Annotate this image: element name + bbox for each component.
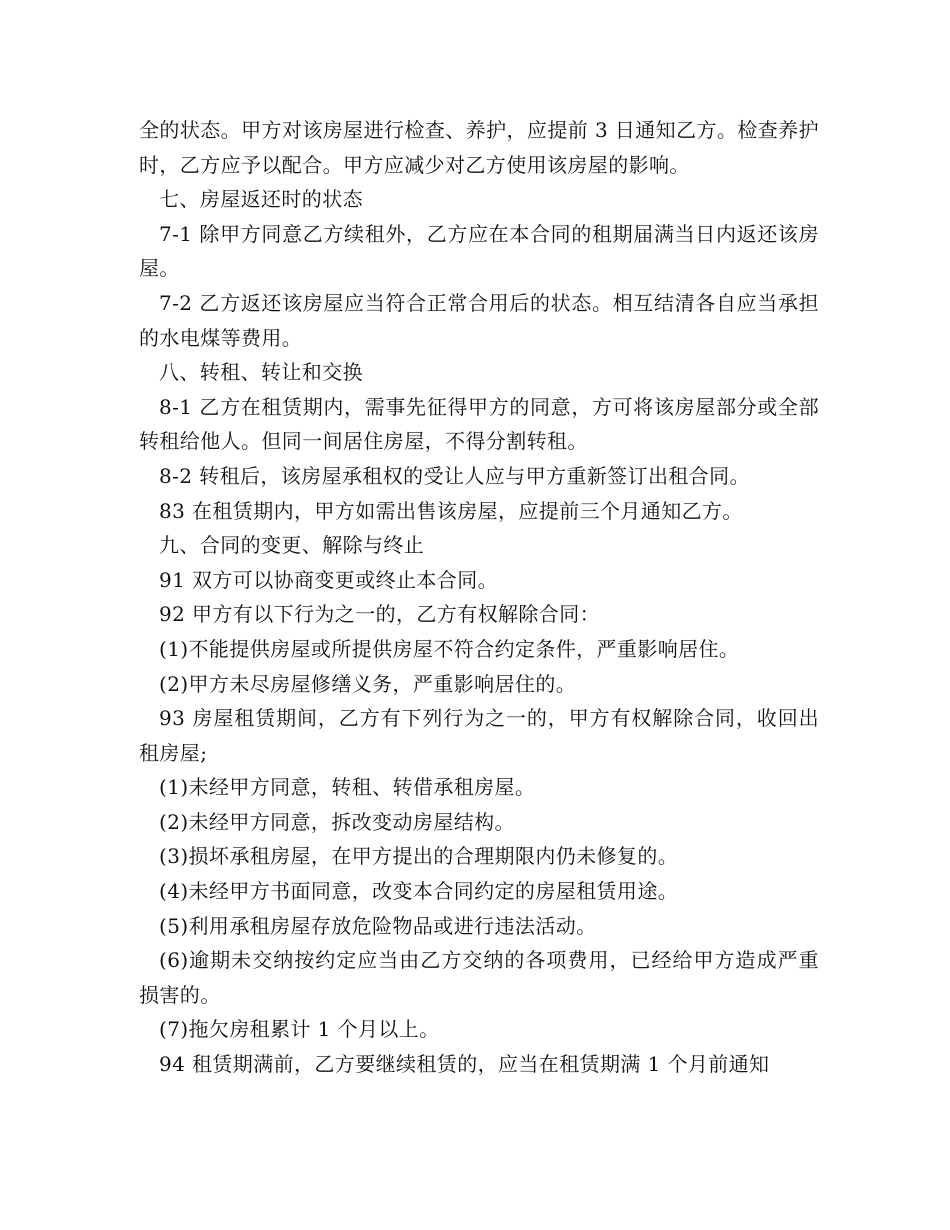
document-body — [139, 113, 819, 1082]
clause-9-2: 92 甲方有以下行为之一的，乙方有权解除合同： — [159, 602, 601, 627]
clause-7-2: 7-2 乙方返还该房屋应当符合正常合用后的状态。相互结清各自应当承担的水电煤等费用。 — [139, 290, 819, 350]
section-heading-7: 七、房屋返还时的状态 — [159, 187, 363, 212]
clause-9-3: 93 房屋租赁期间，乙方有下列行为之一的，甲方有权解除合同，收回出租房屋; — [139, 706, 819, 765]
paragraph-continuation: 全的状态。甲方对该房屋进行检查、养护，应提前 3 日通知乙方。检查养护时，乙方应予以配合。甲方应减少对乙方使用该房屋的影响。 — [139, 118, 819, 177]
clause-8-3: 83 在租赁期内，甲方如需出售该房屋，应提前三个月通知乙方。 — [159, 498, 743, 523]
clause-7-1: 7-1 除甲方同意乙方续租外，乙方应在本合同的租期届满当日内返还该房屋。 — [139, 221, 819, 281]
clause-9-1: 91 双方可以协商变更或终止本合同。 — [159, 567, 499, 592]
section-heading-9: 九、合同的变更、解除与终止 — [159, 533, 425, 558]
list-item: (4)未经甲方书面同意，改变本合同约定的房屋租赁用途。 — [159, 879, 679, 904]
list-item: (5)利用承租房屋存放危险物品或进行违法活动。 — [159, 913, 597, 938]
clause-8-2: 8-2 转租后，该房屋承租权的受让人应与甲方重新签订出租合同。 — [159, 463, 750, 488]
list-item: (3)损坏承租房屋，在甲方提出的合理期限内仍未修复的。 — [159, 844, 679, 869]
list-item: (2)甲方未尽房屋修缮义务，严重影响居住的。 — [159, 671, 577, 696]
list-item: (1)不能提供房屋或所提供房屋不符合约定条件，严重影响居住。 — [159, 636, 740, 661]
list-item: (1)未经甲方同意，转租、转借承租房屋。 — [159, 775, 536, 800]
list-item: (7)拖欠房租累计 1 个月以上。 — [159, 1017, 440, 1042]
clause-9-4: 94 租赁期满前，乙方要继续租赁的，应当在租赁期满 1 个月前通知 — [159, 1052, 770, 1077]
clause-8-1: 8-1 乙方在租赁期内，需事先征得甲方的同意，方可将该房屋部分或全部转租给他人。但同一间居住房屋，不得分割转租。 — [139, 394, 819, 454]
list-item: (6)逾期未交纳按约定应当由乙方交纳的各项费用，已经给甲方造成严重损害的。 — [139, 948, 819, 1007]
section-heading-8: 八、转租、转让和交换 — [159, 360, 363, 385]
list-item: (2)未经甲方同意，拆改变动房屋结构。 — [159, 809, 515, 834]
